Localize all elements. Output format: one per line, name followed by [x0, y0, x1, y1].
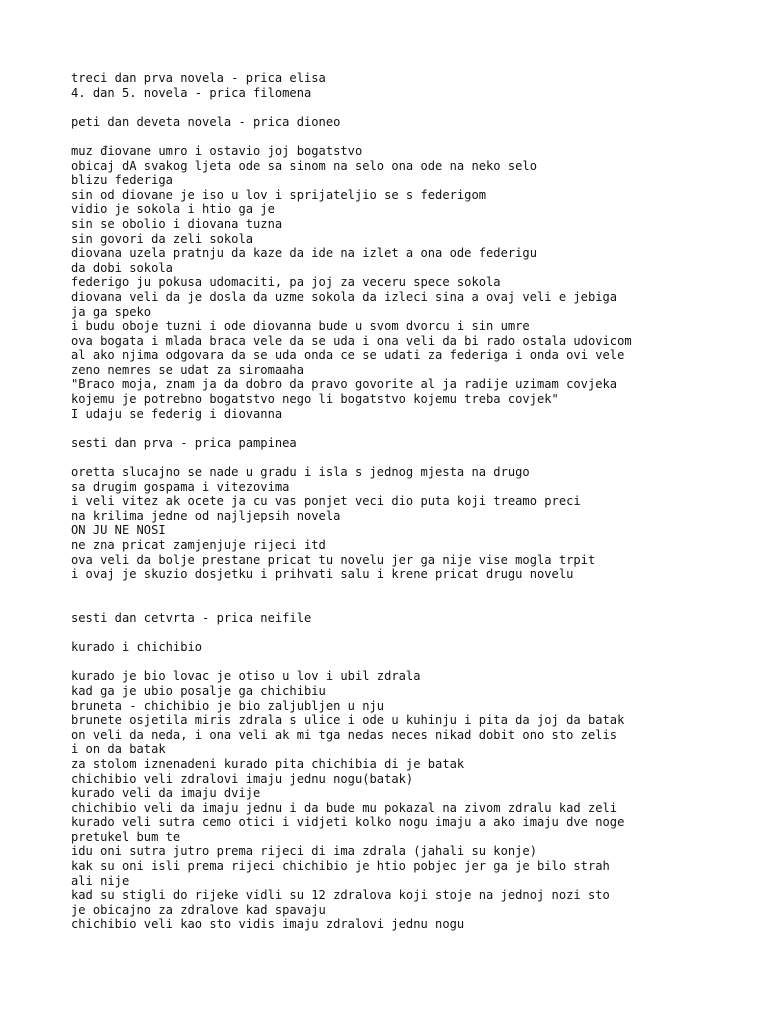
text-line: diovana uzela pratnju da kaze da ide na izlet a ona ode federigu [71, 246, 537, 261]
text-line: treci dan prva novela - prica elisa [71, 71, 326, 85]
text-line: da dobi sokola [71, 260, 173, 275]
text-line: vidio je sokola i htio ga je [71, 202, 275, 217]
text-block [71, 669, 761, 932]
text-line: bruneta - chichibio je bio zaljubljen u nju [71, 698, 385, 713]
text-line: pretukel bum te [71, 829, 181, 844]
text-block [71, 115, 761, 130]
block-spacer [71, 655, 761, 670]
text-line: kad su stigli do rijeke vidli su 12 zdralova koji stoje na jednoj nozi sto [71, 888, 610, 903]
text-line: "Braco moja, znam ja da dobro da pravo govorite al ja radije uzimam covjeka [71, 377, 618, 392]
text-block [71, 611, 761, 626]
text-line: i on da batak [71, 742, 166, 757]
text-line: i budu oboje tuzni i ode diovanna bude u svom dvorcu i sin umre [71, 319, 530, 334]
text-line: sesti dan cetvrta - prica neifile [71, 610, 312, 625]
text-block [71, 465, 761, 582]
text-line: blizu federiga [71, 173, 173, 188]
text-line: sin se obolio i diovana tuzna [71, 216, 283, 231]
text-line: ne zna pricat zamjenjuje rijeci itd [71, 538, 326, 552]
block-spacer [71, 129, 761, 144]
text-line: kak su oni isli prema rijeci chichibio je htio pobjec jer ga je bilo strah [71, 859, 610, 874]
text-line: I udaju se federig i diovanna [71, 406, 283, 421]
text-line: obicaj dA svakog ljeta ode sa sinom na selo ona ode na neko selo [71, 158, 537, 173]
text-line: kojemu je potrebno bogatstvo nego li bogatstvo kojemu treba covjek" [71, 392, 559, 407]
text-line: 4. dan 5. novela - prica filomena [71, 85, 312, 100]
text-line: federigo ju pokusa udomaciti, pa joj za veceru spece sokola [71, 275, 501, 290]
block-spacer [71, 100, 761, 115]
text-line: kurado veli sutra cemo otici i vidjeti kolko nogu imaju a ako imaju dve noge [71, 815, 625, 830]
text-line: brunete osjetila miris zdrala s ulice i ode u kuhinju i pita da joj da batak [71, 713, 625, 728]
text-line: idu oni sutra jutro prema rijeci di ima zdrala (jahali su konje) [71, 844, 537, 859]
text-block [71, 144, 761, 421]
text-line: chichibio veli zdralovi imaju jednu nogu(batak) [71, 771, 414, 786]
text-line: za stolom iznenadeni kurado pita chichibia di je batak [71, 756, 465, 771]
document-body [71, 71, 761, 932]
text-line: chichibio veli da imaju jednu i da bude mu pokazal na zivom zdralu kad zeli [71, 800, 618, 815]
text-line: chichibio veli kao sto vidis imaju zdralovi jednu nogu [71, 917, 465, 932]
text-line: ova bogata i mlada braca vele da se uda i ona veli da bi rado ostala udovicom [71, 333, 632, 348]
text-line: diovana veli da je dosla da uzme sokola da izleci sina a ovaj veli e jebiga [71, 289, 618, 304]
block-spacer [71, 582, 761, 611]
text-line: je obicajno za zdralove kad spavaju [71, 902, 326, 917]
text-line: sin govori da zeli sokola [71, 231, 254, 246]
text-block [71, 436, 761, 451]
text-block [71, 640, 761, 655]
text-line: ova veli da bolje prestane pricat tu novelu jer ga nije vise mogla trpit [71, 552, 596, 567]
text-line: muz điovane umro i ostavio joj bogatstvo [71, 143, 363, 158]
text-line: on veli da neda, i ona veli ak mi tga nedas neces nikad dobit ono sto zelis [71, 727, 618, 742]
text-line: ja ga speko [71, 304, 152, 319]
text-line: kurado i chichibio [71, 640, 203, 655]
text-line: kurado je bio lovac je otiso u lov i ubil zdrala [71, 669, 421, 684]
text-line: sin od diovane je iso u lov i sprijateljio se s federigom [71, 187, 487, 202]
text-line: sesti dan prva - prica pampinea [71, 435, 297, 450]
text-line: kurado veli da imaju dvije [71, 786, 261, 801]
block-spacer [71, 626, 761, 641]
block-spacer [71, 421, 761, 436]
text-line: zeno nemres se udat za siromaaha [71, 362, 304, 377]
text-line: ON JU NE NOSI [71, 523, 166, 538]
text-line: i veli vitez ak ocete ja cu vas ponjet veci dio puta koji treamo preci [71, 494, 581, 509]
text-line: peti dan deveta novela - prica dioneo [71, 114, 341, 129]
block-spacer [71, 450, 761, 465]
text-line: kad ga je ubio posalje ga chichibiu [71, 683, 326, 698]
text-line: sa drugim gospama i vitezovima [71, 479, 290, 494]
text-line: al ako njima odgovara da se uda onda ce se udati za federiga i onda ovi vele [71, 348, 625, 363]
text-block [71, 71, 761, 100]
text-line: i ovaj je skuzio dosjetku i prihvati salu i krene pricat drugu novelu [71, 567, 574, 582]
text-line: oretta slucajno se nade u gradu i isla s jednog mjesta na drugo [71, 465, 530, 480]
text-line: ali nije [71, 873, 130, 888]
text-line: na krilima jedne od najljepsih novela [71, 508, 341, 523]
